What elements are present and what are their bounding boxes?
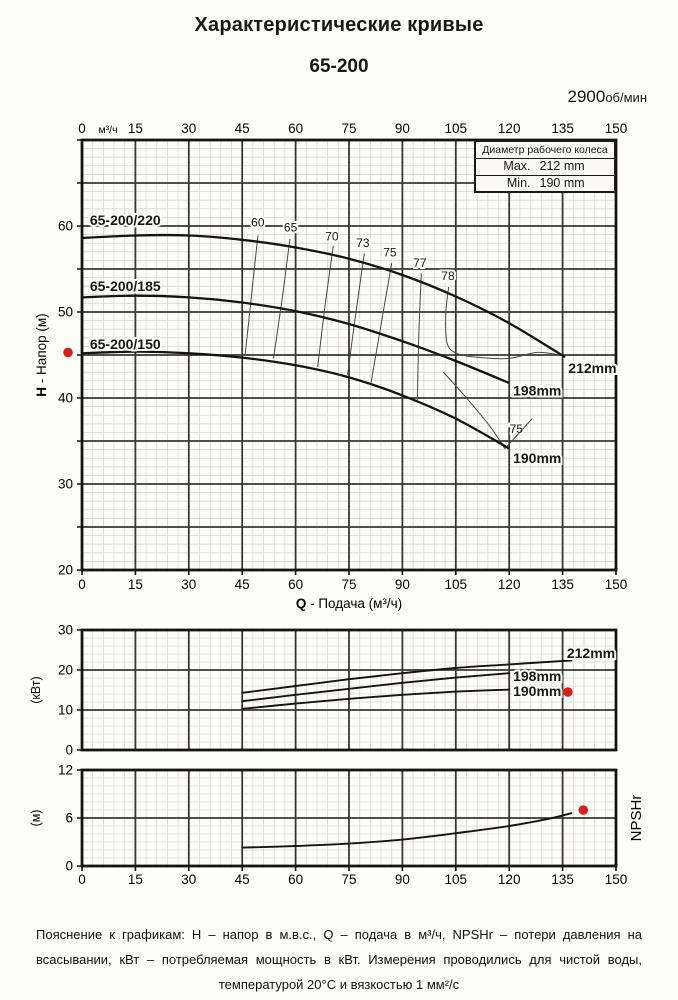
duty-point-marker	[578, 805, 588, 815]
x-tick-label: 75	[341, 872, 357, 887]
x-tick-label: 15	[127, 872, 143, 887]
y-tick-label: 0	[65, 858, 73, 874]
y-axis-title: H - Напор (м)	[34, 313, 49, 397]
x-tick-label-top: 60	[288, 121, 304, 136]
speed-unit: об/мин	[605, 90, 647, 105]
efficiency-label: 65	[283, 220, 298, 235]
series-end-label: 190mm	[513, 683, 562, 699]
power-chart	[29, 623, 616, 758]
x-tick-label: 30	[181, 577, 197, 592]
x-tick-label: 15	[127, 577, 143, 592]
efficiency-label: 60	[251, 215, 265, 230]
x-tick-label: 75	[341, 577, 357, 592]
x-tick-label-top: 0	[78, 121, 86, 136]
y-tick-label: 10	[57, 702, 73, 718]
y-tick-label: 20	[57, 662, 73, 678]
impeller-min-label: Min.	[506, 175, 531, 190]
pump-model: 65-200	[309, 56, 369, 77]
efficiency-line-70	[318, 246, 334, 367]
x-tick-label-top: 135	[551, 121, 574, 136]
y-tick-label: 50	[57, 304, 73, 320]
figure-caption: Пояснение к графикам: H – напор в м.в.с., Q – подача в м³/ч, NPSHr – потери давления на всасывании, кВт – потребляемая мощность в кВт. Измерения проводились для чистой воды, температурой 20°C и вязкостью 1 мм²/с	[36, 927, 642, 992]
efficiency-label: 75	[383, 245, 397, 260]
x-tick-label: 135	[551, 872, 574, 887]
page-title: Характеристические кривые	[194, 14, 484, 36]
efficiency-line-75	[443, 372, 505, 449]
speed-value: 2900	[567, 87, 606, 106]
x-tick-label: 105	[444, 577, 468, 592]
x-tick-label: 90	[394, 872, 410, 887]
series-label: 65-200/150	[89, 335, 161, 352]
efficiency-line-75	[371, 263, 392, 383]
y-tick-label: 6	[65, 810, 73, 826]
x-tick-label: 60	[288, 577, 304, 592]
series-end-label: 190mm	[513, 450, 562, 467]
x-tick-label-top: 45	[234, 121, 250, 136]
efficiency-label: 77	[413, 255, 427, 270]
x-tick-label-top: 90	[394, 121, 410, 136]
x-axis-title: Q - Подача (м³/ч)	[295, 596, 403, 611]
y-axis-title: (кВт)	[29, 676, 43, 704]
x-tick-label: 0	[78, 577, 86, 592]
impeller-min-row	[476, 175, 614, 192]
y-tick-label: 40	[57, 390, 73, 406]
series-end-label: 198mm	[513, 668, 562, 684]
x-tick-label: 60	[288, 872, 304, 887]
duty-point-marker	[63, 348, 73, 358]
efficiency-line-73	[348, 254, 365, 375]
curve-190mm	[242, 690, 509, 709]
x-tick-label: 150	[604, 577, 628, 592]
y-tick-label: 12	[57, 762, 73, 778]
x-tick-label: 45	[234, 872, 250, 887]
x-tick-label-top: 150	[604, 121, 628, 136]
y-tick-label: 60	[57, 218, 73, 234]
y-tick-label: 0	[65, 742, 73, 758]
efficiency-label: 73	[356, 236, 370, 251]
y-tick-label: 20	[57, 562, 73, 578]
impeller-diameter-box	[474, 140, 616, 193]
grid-major	[82, 140, 616, 570]
x-tick-label-top: 30	[181, 121, 197, 136]
x-tick-label-top: 105	[444, 121, 468, 136]
y-tick-label: 30	[57, 622, 73, 638]
y-axis-title: (м)	[29, 809, 43, 827]
npshr-axis-title: NPSHr	[628, 794, 645, 842]
axis-ticks	[77, 770, 616, 871]
x-tick-label: 45	[234, 577, 250, 592]
x-tick-label: 0	[78, 872, 86, 887]
x-tick-label: 150	[604, 872, 628, 887]
x-tick-label: 90	[394, 577, 410, 592]
impeller-min-value: 190 mm	[539, 175, 585, 190]
series-end-label: 212mm	[568, 359, 617, 376]
x-tick-label: 135	[551, 577, 574, 592]
x-tick-label-top: 15	[127, 121, 143, 136]
x-axis-unit: м³/ч	[98, 124, 118, 136]
series-label: 65-200/220	[89, 211, 161, 228]
x-tick-label-top: 120	[497, 121, 521, 136]
efficiency-label: 75	[509, 421, 523, 436]
impeller-max-label: Max.	[503, 159, 531, 173]
x-tick-label: 30	[181, 872, 197, 887]
efficiency-label: 70	[325, 229, 339, 244]
series-label: 65-200/185	[89, 278, 161, 295]
impeller-box-header: Диаметр рабочего колеса	[476, 142, 614, 159]
efficiency-label: 78	[441, 268, 455, 283]
x-tick-label: 120	[497, 872, 521, 887]
x-tick-label: 120	[497, 577, 521, 592]
x-tick-label-top: 75	[341, 121, 357, 136]
duty-point-marker	[563, 687, 573, 697]
efficiency-line-78	[446, 287, 565, 359]
npsh-chart	[29, 763, 645, 888]
x-tick-label: 105	[444, 872, 468, 887]
impeller-max-row	[476, 159, 614, 175]
efficiency-line-65	[274, 239, 290, 359]
grid-major	[82, 770, 616, 866]
y-tick-label: 30	[57, 476, 73, 492]
series-end-label: 198mm	[513, 382, 562, 399]
series-end-label: 212mm	[566, 645, 616, 662]
hq-chart	[34, 121, 627, 611]
impeller-max-value: 212 mm	[539, 159, 585, 173]
